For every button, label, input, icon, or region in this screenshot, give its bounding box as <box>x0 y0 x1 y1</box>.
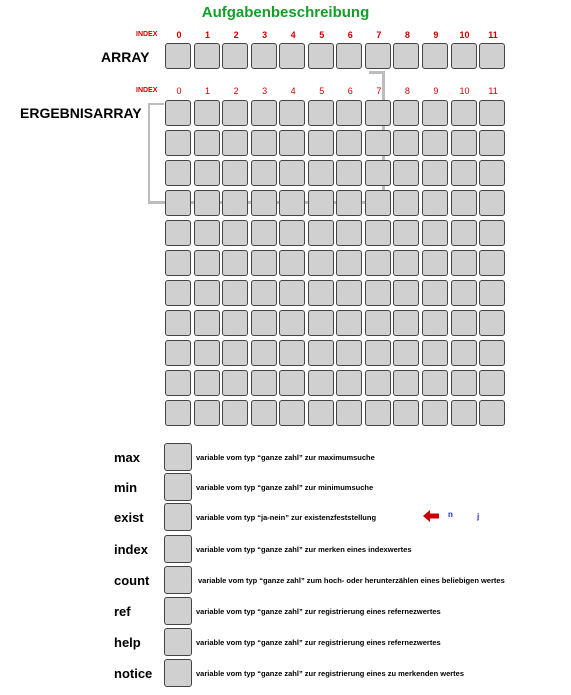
variable-name-index: index <box>114 542 148 557</box>
result-cell-r3-c4[interactable] <box>279 190 305 216</box>
result-cell-r7-c3[interactable] <box>251 310 277 336</box>
result-cell-r3-c7[interactable] <box>365 190 391 216</box>
result-cell-r1-c4[interactable] <box>279 130 305 156</box>
result-cell-r5-c6[interactable] <box>336 250 362 276</box>
result-cell-r0-c0[interactable] <box>165 100 191 126</box>
variable-box-count[interactable] <box>164 566 192 594</box>
result-cell-r9-c2[interactable] <box>222 370 248 396</box>
result-cell-r2-c1[interactable] <box>194 160 220 186</box>
result-cell-r4-c5[interactable] <box>308 220 334 246</box>
result-cell-r8-c7[interactable] <box>365 340 391 366</box>
result-index-11: 11 <box>488 86 498 96</box>
result-cell-r5-c1[interactable] <box>194 250 220 276</box>
result-cell-r10-c11[interactable] <box>479 400 505 426</box>
result-cell-r1-c3[interactable] <box>251 130 277 156</box>
result-cell-r8-c2[interactable] <box>222 340 248 366</box>
result-cell-r4-c6[interactable] <box>336 220 362 246</box>
result-cell-r7-c10[interactable] <box>451 310 477 336</box>
result-index-4: 4 <box>290 86 296 96</box>
result-cell-r5-c11[interactable] <box>479 250 505 276</box>
result-cell-r4-c11[interactable] <box>479 220 505 246</box>
variable-name-min: min <box>114 480 138 495</box>
result-cell-r6-c2[interactable] <box>222 280 248 306</box>
result-cell-r5-c4[interactable] <box>279 250 305 276</box>
result-index-7: 7 <box>376 86 382 96</box>
array-cell-4[interactable] <box>279 43 305 69</box>
result-cell-r9-c4[interactable] <box>279 370 305 396</box>
connector-line-horizontal-left <box>148 103 164 105</box>
variable-name-ref: ref <box>114 604 131 619</box>
result-cell-r6-c11[interactable] <box>479 280 505 306</box>
result-cell-r5-c10[interactable] <box>451 250 477 276</box>
result-index-3: 3 <box>262 86 268 96</box>
page-title: Aufgabenbeschreibung <box>201 4 370 21</box>
result-cell-r6-c7[interactable] <box>365 280 391 306</box>
result-cell-r7-c0[interactable] <box>165 310 191 336</box>
result-cell-r7-c2[interactable] <box>222 310 248 336</box>
result-cell-r9-c11[interactable] <box>479 370 505 396</box>
result-cell-r4-c1[interactable] <box>194 220 220 246</box>
arrow-left-icon <box>423 510 439 522</box>
result-cell-r1-c2[interactable] <box>222 130 248 156</box>
variable-box-exist[interactable] <box>164 503 192 531</box>
result-cell-r10-c2[interactable] <box>222 400 248 426</box>
result-cell-r6-c0[interactable] <box>165 280 191 306</box>
result-cell-r6-c5[interactable] <box>308 280 334 306</box>
array-index-10: 10 <box>459 30 470 40</box>
variable-desc-notice: variable vom typ “ganze zahl” zur registrierung eines zu merkenden wertes <box>196 669 465 678</box>
result-cell-r1-c6[interactable] <box>336 130 362 156</box>
array-cell-11[interactable] <box>479 43 505 69</box>
result-cell-r5-c3[interactable] <box>251 250 277 276</box>
result-cell-r3-c1[interactable] <box>194 190 220 216</box>
result-cell-r8-c0[interactable] <box>165 340 191 366</box>
result-cell-r3-c8[interactable] <box>393 190 419 216</box>
result-cell-r5-c2[interactable] <box>222 250 248 276</box>
result-index-2: 2 <box>233 86 239 96</box>
variable-desc-exist: variable vom typ “ja-nein” zur existenzfeststellung <box>196 513 377 522</box>
result-cell-r9-c8[interactable] <box>393 370 419 396</box>
variable-box-ref[interactable] <box>164 597 192 625</box>
array-index-11: 11 <box>488 30 498 40</box>
result-cell-r4-c3[interactable] <box>251 220 277 246</box>
array-cell-9[interactable] <box>422 43 448 69</box>
result-cell-r1-c9[interactable] <box>422 130 448 156</box>
array-cell-2[interactable] <box>222 43 248 69</box>
result-cell-r7-c5[interactable] <box>308 310 334 336</box>
result-cell-r8-c4[interactable] <box>279 340 305 366</box>
array-cell-5[interactable] <box>308 43 334 69</box>
result-cell-r1-c8[interactable] <box>393 130 419 156</box>
result-cell-r6-c6[interactable] <box>336 280 362 306</box>
result-cell-r5-c9[interactable] <box>422 250 448 276</box>
variable-box-notice[interactable] <box>164 659 192 687</box>
result-cell-r8-c3[interactable] <box>251 340 277 366</box>
result-cell-r9-c3[interactable] <box>251 370 277 396</box>
result-cell-r8-c6[interactable] <box>336 340 362 366</box>
array-cell-0[interactable] <box>165 43 191 69</box>
result-cell-r9-c0[interactable] <box>165 370 191 396</box>
variable-desc-count: variable vom typ “ganze zahl” zum hoch- oder herunterzählen eines beliebigen wertes <box>198 576 505 585</box>
result-cell-r10-c4[interactable] <box>279 400 305 426</box>
result-cell-r0-c4[interactable] <box>279 100 305 126</box>
result-cell-r7-c7[interactable] <box>365 310 391 336</box>
array-cell-6[interactable] <box>336 43 362 69</box>
result-cell-r1-c10[interactable] <box>451 130 477 156</box>
result-cell-r8-c10[interactable] <box>451 340 477 366</box>
result-array-label: ERGEBNISARRAY <box>20 105 142 121</box>
result-cell-r6-c1[interactable] <box>194 280 220 306</box>
result-cell-r9-c10[interactable] <box>451 370 477 396</box>
result-cell-r0-c11[interactable] <box>479 100 505 126</box>
result-cell-r0-c5[interactable] <box>308 100 334 126</box>
result-cell-r3-c5[interactable] <box>308 190 334 216</box>
result-cell-r8-c1[interactable] <box>194 340 220 366</box>
result-index-9: 9 <box>433 86 439 96</box>
result-cell-r3-c9[interactable] <box>422 190 448 216</box>
result-cell-r10-c7[interactable] <box>365 400 391 426</box>
result-cell-r8-c11[interactable] <box>479 340 505 366</box>
connector-line-vertical-left <box>148 103 150 203</box>
result-cell-r5-c0[interactable] <box>165 250 191 276</box>
result-cell-r1-c11[interactable] <box>479 130 505 156</box>
result-cell-r2-c10[interactable] <box>451 160 477 186</box>
array-index-5: 5 <box>319 30 325 40</box>
variable-box-min[interactable] <box>164 473 192 501</box>
result-cell-r5-c5[interactable] <box>308 250 334 276</box>
variable-box-max[interactable] <box>164 443 192 471</box>
result-cell-r0-c10[interactable] <box>451 100 477 126</box>
result-cell-r9-c6[interactable] <box>336 370 362 396</box>
result-index-6: 6 <box>347 86 353 96</box>
result-cell-r1-c1[interactable] <box>194 130 220 156</box>
result-cell-r7-c11[interactable] <box>479 310 505 336</box>
result-cell-r3-c3[interactable] <box>251 190 277 216</box>
result-cell-r10-c0[interactable] <box>165 400 191 426</box>
result-cell-r0-c6[interactable] <box>336 100 362 126</box>
array-index-7: 7 <box>376 30 382 40</box>
result-cell-r7-c1[interactable] <box>194 310 220 336</box>
result-cell-r8-c8[interactable] <box>393 340 419 366</box>
array-index-4: 4 <box>290 30 296 40</box>
result-index-5: 5 <box>319 86 325 96</box>
result-cell-r3-c6[interactable] <box>336 190 362 216</box>
variable-desc-max: variable vom typ “ganze zahl” zur maximumsuche <box>196 453 375 462</box>
array-index-8: 8 <box>404 30 410 40</box>
result-cell-r2-c8[interactable] <box>393 160 419 186</box>
result-cell-r4-c7[interactable] <box>365 220 391 246</box>
variable-box-help[interactable] <box>164 628 192 656</box>
array-cell-8[interactable] <box>393 43 419 69</box>
result-cell-r3-c2[interactable] <box>222 190 248 216</box>
result-cell-r0-c9[interactable] <box>422 100 448 126</box>
result-cell-r6-c4[interactable] <box>279 280 305 306</box>
result-cell-r1-c5[interactable] <box>308 130 334 156</box>
result-index-8: 8 <box>404 86 410 96</box>
result-cell-r6-c10[interactable] <box>451 280 477 306</box>
result-cell-r1-c7[interactable] <box>365 130 391 156</box>
result-cell-r0-c3[interactable] <box>251 100 277 126</box>
result-index-0: 0 <box>176 86 182 96</box>
array-cell-1[interactable] <box>194 43 220 69</box>
result-cell-r2-c2[interactable] <box>222 160 248 186</box>
result-cell-r4-c4[interactable] <box>279 220 305 246</box>
result-cell-r2-c3[interactable] <box>251 160 277 186</box>
result-cell-r7-c4[interactable] <box>279 310 305 336</box>
result-cell-r9-c5[interactable] <box>308 370 334 396</box>
array-cell-7[interactable] <box>365 43 391 69</box>
variable-name-notice: notice <box>114 666 153 681</box>
result-cell-r3-c11[interactable] <box>479 190 505 216</box>
result-cell-r5-c8[interactable] <box>393 250 419 276</box>
result-cell-r0-c7[interactable] <box>365 100 391 126</box>
array-index-1: 1 <box>205 30 211 40</box>
variable-desc-ref: variable vom typ “ganze zahl” zur registrierung eines refernezwertes <box>196 607 441 616</box>
array-index-2: 2 <box>233 30 239 40</box>
array-label: ARRAY <box>101 49 150 65</box>
variable-desc-min: variable vom typ “ganze zahl” zur minimumsuche <box>196 483 374 492</box>
result-cell-r10-c3[interactable] <box>251 400 277 426</box>
exist-mark-n: n <box>448 510 453 519</box>
array-index-9: 9 <box>433 30 439 40</box>
result-cell-r0-c2[interactable] <box>222 100 248 126</box>
result-cell-r2-c7[interactable] <box>365 160 391 186</box>
result-cell-r6-c8[interactable] <box>393 280 419 306</box>
result-cell-r10-c5[interactable] <box>308 400 334 426</box>
result-index-label: INDEX <box>136 87 158 94</box>
result-cell-r0-c1[interactable] <box>194 100 220 126</box>
array-index-3: 3 <box>262 30 268 40</box>
result-cell-r4-c8[interactable] <box>393 220 419 246</box>
result-cell-r9-c1[interactable] <box>194 370 220 396</box>
array-cell-3[interactable] <box>251 43 277 69</box>
result-cell-r5-c7[interactable] <box>365 250 391 276</box>
result-cell-r9-c9[interactable] <box>422 370 448 396</box>
result-cell-r4-c9[interactable] <box>422 220 448 246</box>
variable-name-help: help <box>114 635 141 650</box>
variable-name-count: count <box>114 573 150 588</box>
result-cell-r8-c5[interactable] <box>308 340 334 366</box>
result-cell-r2-c5[interactable] <box>308 160 334 186</box>
array-index-label: INDEX <box>136 31 158 38</box>
result-cell-r0-c8[interactable] <box>393 100 419 126</box>
result-cell-r8-c9[interactable] <box>422 340 448 366</box>
result-cell-r2-c9[interactable] <box>422 160 448 186</box>
result-index-1: 1 <box>205 86 211 96</box>
variable-name-max: max <box>114 450 141 465</box>
result-cell-r7-c6[interactable] <box>336 310 362 336</box>
result-cell-r2-c4[interactable] <box>279 160 305 186</box>
result-cell-r10-c9[interactable] <box>422 400 448 426</box>
exist-mark-j: j <box>477 512 480 521</box>
result-cell-r10-c1[interactable] <box>194 400 220 426</box>
result-cell-r7-c9[interactable] <box>422 310 448 336</box>
variable-desc-index: variable vom typ “ganze zahl” zur merken eines indexwertes <box>196 545 412 554</box>
result-cell-r7-c8[interactable] <box>393 310 419 336</box>
variable-name-exist: exist <box>114 510 144 525</box>
result-cell-r10-c10[interactable] <box>451 400 477 426</box>
result-cell-r2-c6[interactable] <box>336 160 362 186</box>
result-cell-r2-c0[interactable] <box>165 160 191 186</box>
result-cell-r9-c7[interactable] <box>365 370 391 396</box>
array-index-0: 0 <box>176 30 182 40</box>
result-index-10: 10 <box>459 86 470 96</box>
result-cell-r6-c9[interactable] <box>422 280 448 306</box>
result-cell-r2-c11[interactable] <box>479 160 505 186</box>
result-cell-r10-c8[interactable] <box>393 400 419 426</box>
result-cell-r1-c0[interactable] <box>165 130 191 156</box>
result-cell-r3-c10[interactable] <box>451 190 477 216</box>
result-cell-r3-c0[interactable] <box>165 190 191 216</box>
variable-desc-help: variable vom typ “ganze zahl” zur registrierung eines refernezwertes <box>196 638 441 647</box>
array-index-6: 6 <box>347 30 353 40</box>
result-cell-r4-c10[interactable] <box>451 220 477 246</box>
result-cell-r4-c2[interactable] <box>222 220 248 246</box>
result-cell-r4-c0[interactable] <box>165 220 191 246</box>
result-cell-r6-c3[interactable] <box>251 280 277 306</box>
variable-box-index[interactable] <box>164 535 192 563</box>
array-cell-10[interactable] <box>451 43 477 69</box>
result-cell-r10-c6[interactable] <box>336 400 362 426</box>
